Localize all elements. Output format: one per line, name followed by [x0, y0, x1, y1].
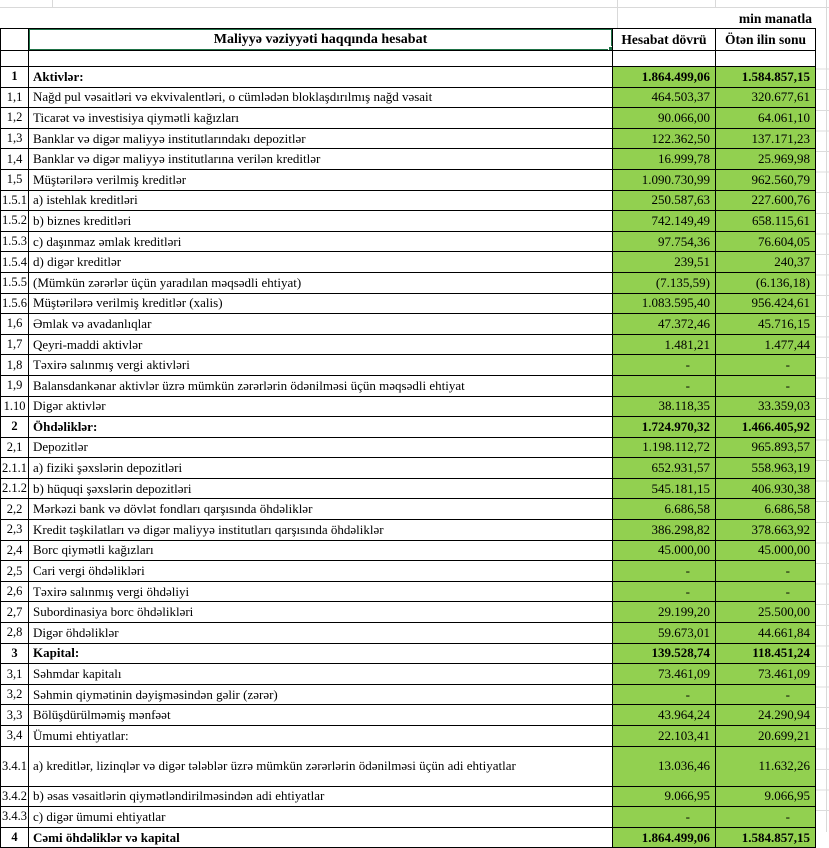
table-row [1, 499, 816, 520]
row-label-cell[interactable]: Müştərilərə verilmiş kreditlər [29, 169, 613, 190]
row-label-cell[interactable]: Cari vergi öhdəlikləri [29, 561, 613, 582]
value-previous-cell[interactable]: 44.661,84 [716, 623, 816, 644]
value-previous-cell[interactable]: 962.560,79 [716, 169, 816, 190]
value-previous-cell[interactable]: 378.663,92 [716, 520, 816, 541]
value-previous-cell[interactable]: 406.930,38 [716, 478, 816, 499]
value-current-cell[interactable]: 1.083.595,40 [613, 293, 716, 314]
row-label-cell[interactable]: Öhdəliklər: [29, 417, 613, 438]
header-number-cell[interactable] [1, 29, 29, 51]
row-label-cell[interactable]: Kapital: [29, 643, 613, 664]
spacer-cell[interactable] [716, 51, 816, 67]
value-previous-cell[interactable]: 1.477,44 [716, 334, 816, 355]
gridline [0, 7, 829, 8]
value-current-cell[interactable]: 22.103,41 [613, 726, 716, 747]
row-label-cell[interactable]: Nağd pul vəsaitləri və ekvivalentləri, o cümlədən bloklaşdırılmış nağd vəsait [29, 87, 613, 108]
row-number-cell[interactable]: 1.5.6 [1, 293, 29, 314]
row-number-cell[interactable]: 2,3 [1, 520, 29, 541]
value-current-cell[interactable]: 1.198.112,72 [613, 437, 716, 458]
value-previous-cell[interactable]: 45.000,00 [716, 540, 816, 561]
table-row [1, 664, 816, 685]
row-label-cell[interactable]: Borc qiymətli kağızları [29, 540, 613, 561]
row-number-cell[interactable]: 1.5.5 [1, 272, 29, 293]
value-previous-cell[interactable]: 25.969,98 [716, 149, 816, 170]
value-previous-cell[interactable]: 227.600,76 [716, 190, 816, 211]
row-label-cell[interactable]: Səhmdar kapitalı [29, 664, 613, 685]
value-current-cell[interactable]: 122.362,50 [613, 128, 716, 149]
row-label-cell[interactable]: d) digər kreditlər [29, 252, 613, 273]
row-label-cell[interactable]: b) biznes kreditləri [29, 211, 613, 232]
row-label-cell[interactable]: c) digər ümumi ehtiyatlar [29, 807, 613, 828]
value-current-cell[interactable]: 545.181,15 [613, 478, 716, 499]
row-label-cell[interactable]: Cəmi öhdəliklər və kapital [29, 827, 613, 848]
value-previous-cell[interactable]: - [716, 684, 816, 705]
row-number-cell[interactable]: 1.5.4 [1, 252, 29, 273]
table-row [1, 561, 816, 582]
row-label-cell[interactable]: Banklar və digər maliyyə institutlarına verilən kreditlər [29, 149, 613, 170]
table-row [1, 478, 816, 499]
column-header-current[interactable]: Hesabat dövrü [613, 29, 716, 51]
value-current-cell[interactable]: 1.724.970,32 [613, 417, 716, 438]
spacer-cell[interactable] [613, 51, 716, 67]
table-row [1, 807, 816, 828]
table-row [1, 169, 816, 190]
column-header-prior[interactable]: Ötən ilin sonu [716, 29, 816, 51]
row-label-cell[interactable]: Banklar və digər maliyyə institutlarındakı depozitlər [29, 128, 613, 149]
value-previous-cell[interactable]: - [716, 375, 816, 396]
table-row [1, 520, 816, 541]
row-label-cell[interactable]: a) istehlak kreditləri [29, 190, 613, 211]
row-label-cell[interactable]: b) əsas vəsaitlərin qiymətləndirilməsindən adi ehtiyatlar [29, 786, 613, 807]
value-current-cell[interactable]: 38.118,35 [613, 396, 716, 417]
value-current-cell[interactable]: 6.686,58 [613, 499, 716, 520]
row-number-cell[interactable]: 1,5 [1, 169, 29, 190]
row-label-cell[interactable]: Kredit təşkilatları və digər maliyyə institutları qarşısında öhdəliklər [29, 520, 613, 541]
value-previous-cell[interactable]: 1.584.857,15 [716, 67, 816, 88]
value-previous-cell[interactable]: 240,37 [716, 252, 816, 273]
value-current-cell[interactable]: 9.066,95 [613, 786, 716, 807]
value-previous-cell[interactable]: 965.893,57 [716, 437, 816, 458]
table-row [1, 108, 816, 129]
row-number-cell[interactable]: 3,3 [1, 705, 29, 726]
report-title-cell[interactable] [29, 29, 613, 51]
row-label-cell[interactable]: c) daşınmaz əmlak kreditləri [29, 231, 613, 252]
value-current-cell[interactable]: 73.461,09 [613, 664, 716, 685]
table-row [1, 602, 816, 623]
table-row [1, 128, 816, 149]
table-row [1, 581, 816, 602]
table-header-row [1, 29, 816, 51]
row-number-cell[interactable]: 4 [1, 827, 29, 848]
row-label-cell[interactable]: Aktivlər: [29, 67, 613, 88]
row-label-cell[interactable]: Əmlak və avadanlıqlar [29, 314, 613, 335]
row-number-cell[interactable]: 2,7 [1, 602, 29, 623]
row-number-cell[interactable]: 1,6 [1, 314, 29, 335]
value-previous-cell[interactable]: - [716, 581, 816, 602]
value-current-cell[interactable]: 386.298,82 [613, 520, 716, 541]
row-label-cell[interactable]: Bölüşdürülməmiş mənfəət [29, 705, 613, 726]
table-row [1, 458, 816, 479]
row-label-cell[interactable]: b) hüquqi şəxslərin depozitləri [29, 478, 613, 499]
row-number-cell[interactable]: 2,6 [1, 581, 29, 602]
value-previous-cell[interactable]: 1.584.857,15 [716, 827, 816, 848]
table-row [1, 293, 816, 314]
value-current-cell[interactable]: 97.754,36 [613, 231, 716, 252]
value-previous-cell[interactable]: 118.451,24 [716, 643, 816, 664]
row-number-cell[interactable]: 1.10 [1, 396, 29, 417]
value-current-cell[interactable]: 239,51 [613, 252, 716, 273]
value-previous-cell[interactable]: 25.500,00 [716, 602, 816, 623]
row-label-cell[interactable]: Subordinasiya borc öhdəlikləri [29, 602, 613, 623]
value-previous-cell[interactable]: 1.466.405,92 [716, 417, 816, 438]
value-current-cell[interactable]: 1.090.730,99 [613, 169, 716, 190]
spacer-row [1, 51, 816, 67]
table-row [1, 355, 816, 376]
row-number-cell[interactable]: 1,8 [1, 355, 29, 376]
table-row [1, 705, 816, 726]
row-number-cell[interactable]: 1.5.2 [1, 211, 29, 232]
row-label-cell[interactable]: Mərkəzi bank və dövlət fondları qarşısında öhdəliklər [29, 499, 613, 520]
value-current-cell[interactable]: 464.503,37 [613, 87, 716, 108]
row-label-cell[interactable]: Müştərilərə verilmiş kreditlər (xalis) [29, 293, 613, 314]
row-number-cell[interactable]: 2,2 [1, 499, 29, 520]
row-number-cell[interactable]: 2,1 [1, 437, 29, 458]
row-number-cell[interactable]: 3.4.2 [1, 786, 29, 807]
value-current-cell[interactable]: 47.372,46 [613, 314, 716, 335]
table-row [1, 314, 816, 335]
gridline [715, 0, 716, 7]
row-number-cell[interactable]: 3,2 [1, 684, 29, 705]
table-row [1, 643, 816, 664]
row-number-cell[interactable]: 2,5 [1, 561, 29, 582]
row-number-cell[interactable]: 3,1 [1, 664, 29, 685]
table-row [1, 190, 816, 211]
gridline [52, 0, 53, 7]
gridline-strip [816, 49, 829, 828]
value-current-cell[interactable]: 250.587,63 [613, 190, 716, 211]
row-number-cell[interactable]: 2.1.2 [1, 478, 29, 499]
row-number-cell[interactable]: 3 [1, 643, 29, 664]
table-row [1, 726, 816, 747]
table-row [1, 87, 816, 108]
row-label-cell[interactable]: Balansdankənar aktivlər üzrə mümkün zərərlərin ödənilməsi üçün məqsədli ehtiyat [29, 375, 613, 396]
value-previous-cell[interactable]: 956.424,61 [716, 293, 816, 314]
value-current-cell[interactable]: 13.036,46 [613, 746, 716, 786]
value-previous-cell[interactable]: 137.171,23 [716, 128, 816, 149]
value-previous-cell[interactable]: (6.136,18) [716, 272, 816, 293]
table-row [1, 211, 816, 232]
report-title: Maliyyə vəziyyəti haqqında hesabat [213, 31, 428, 47]
table-row [1, 746, 816, 786]
value-current-cell[interactable]: 43.964,24 [613, 705, 716, 726]
value-current-cell[interactable]: - [613, 581, 716, 602]
table-row [1, 334, 816, 355]
value-current-cell[interactable]: - [613, 355, 716, 376]
value-current-cell[interactable]: 139.528,74 [613, 643, 716, 664]
row-label-cell[interactable]: Təxirə salınmış vergi öhdəliyi [29, 581, 613, 602]
row-label-cell[interactable]: Ümumi ehtiyatlar: [29, 726, 613, 747]
row-number-cell[interactable]: 3.4.3 [1, 807, 29, 828]
row-number-cell[interactable]: 3.4.1 [1, 746, 29, 786]
value-current-cell[interactable]: 652.931,57 [613, 458, 716, 479]
table-row [1, 437, 816, 458]
row-number-cell[interactable]: 1.5.3 [1, 231, 29, 252]
row-label-cell[interactable]: Ticarət və investisiya qiymətli kağızları [29, 108, 613, 129]
units-label: min manatla [738, 11, 812, 26]
table-row [1, 231, 816, 252]
row-number-cell[interactable]: 2.1.1 [1, 458, 29, 479]
spacer-cell[interactable] [1, 51, 29, 67]
value-previous-cell[interactable]: 76.604,05 [716, 231, 816, 252]
value-current-cell[interactable]: 29.199,20 [613, 602, 716, 623]
row-number-cell[interactable]: 1 [1, 67, 29, 88]
value-current-cell[interactable]: - [613, 807, 716, 828]
table-row [1, 827, 816, 848]
value-current-cell[interactable]: - [613, 684, 716, 705]
row-number-cell[interactable]: 1,3 [1, 128, 29, 149]
row-number-cell[interactable]: 1,4 [1, 149, 29, 170]
row-label-cell[interactable]: Digər öhdəliklər [29, 623, 613, 644]
value-previous-cell[interactable]: 558.963,19 [716, 458, 816, 479]
value-previous-cell[interactable]: 9.066,95 [716, 786, 816, 807]
table-row [1, 786, 816, 807]
table-row [1, 67, 816, 88]
value-previous-cell[interactable]: 658.115,61 [716, 211, 816, 232]
spacer-cell[interactable] [29, 51, 613, 67]
row-number-cell[interactable]: 1,1 [1, 87, 29, 108]
value-current-cell[interactable]: 1.481,21 [613, 334, 716, 355]
table-row [1, 417, 816, 438]
row-label-cell[interactable]: Depozitlər [29, 437, 613, 458]
value-current-cell[interactable]: 45.000,00 [613, 540, 716, 561]
table-row [1, 149, 816, 170]
value-previous-cell[interactable]: 64.061,10 [716, 108, 816, 129]
table-row [1, 396, 816, 417]
row-number-cell[interactable]: 2,8 [1, 623, 29, 644]
table-row [1, 684, 816, 705]
value-previous-cell[interactable]: - [716, 355, 816, 376]
gridline [617, 0, 618, 28]
row-number-cell[interactable]: 1,7 [1, 334, 29, 355]
value-previous-cell[interactable]: 11.632,26 [716, 746, 816, 786]
value-current-cell[interactable]: 16.999,78 [613, 149, 716, 170]
value-current-cell[interactable]: - [613, 375, 716, 396]
row-number-cell[interactable]: 1,2 [1, 108, 29, 129]
row-number-cell[interactable]: 3,4 [1, 726, 29, 747]
table-row [1, 252, 816, 273]
value-current-cell[interactable]: 1.864.499,06 [613, 67, 716, 88]
row-label-cell[interactable]: (Mümkün zərərlər üçün yaradılan məqsədli ehtiyat) [29, 272, 613, 293]
value-previous-cell[interactable]: 45.716,15 [716, 314, 816, 335]
value-current-cell[interactable]: 90.066,00 [613, 108, 716, 129]
value-current-cell[interactable]: - [613, 561, 716, 582]
row-number-cell[interactable]: 2 [1, 417, 29, 438]
row-number-cell[interactable]: 1.5.1 [1, 190, 29, 211]
row-label-cell[interactable]: Digər aktivlər [29, 396, 613, 417]
value-previous-cell[interactable]: 73.461,09 [716, 664, 816, 685]
row-number-cell[interactable]: 1,9 [1, 375, 29, 396]
value-previous-cell[interactable]: - [716, 807, 816, 828]
row-number-cell[interactable]: 2,4 [1, 540, 29, 561]
row-label-cell[interactable]: Qeyri-maddi aktivlər [29, 334, 613, 355]
value-previous-cell[interactable]: 320.677,61 [716, 87, 816, 108]
value-previous-cell[interactable]: 24.290,94 [716, 705, 816, 726]
value-current-cell[interactable]: 1.864.499,06 [613, 827, 716, 848]
row-label-cell[interactable]: Təxirə salınmış vergi aktivləri [29, 355, 613, 376]
fill-handle[interactable] [608, 46, 613, 51]
value-current-cell[interactable]: (7.135,59) [613, 272, 716, 293]
row-label-cell[interactable]: a) fiziki şəxslərin depozitləri [29, 458, 613, 479]
value-current-cell[interactable]: 59.673,01 [613, 623, 716, 644]
value-previous-cell[interactable]: 33.359,03 [716, 396, 816, 417]
value-previous-cell[interactable]: 6.686,58 [716, 499, 816, 520]
table-row [1, 623, 816, 644]
value-previous-cell[interactable]: 20.699,21 [716, 726, 816, 747]
value-current-cell[interactable]: 742.149,49 [613, 211, 716, 232]
table-row [1, 375, 816, 396]
row-label-cell[interactable]: Səhmin qiymətinin dəyişməsindən gəlir (zərər) [29, 684, 613, 705]
table-row [1, 272, 816, 293]
table-row [1, 540, 816, 561]
value-previous-cell[interactable]: - [716, 561, 816, 582]
row-label-cell[interactable]: a) kreditlər, lizinqlər və digər tələblər üzrə mümkün zərərlərin ödənilməsi üçün adi ehtiyatlar [29, 746, 613, 786]
financial-position-table [0, 28, 816, 848]
